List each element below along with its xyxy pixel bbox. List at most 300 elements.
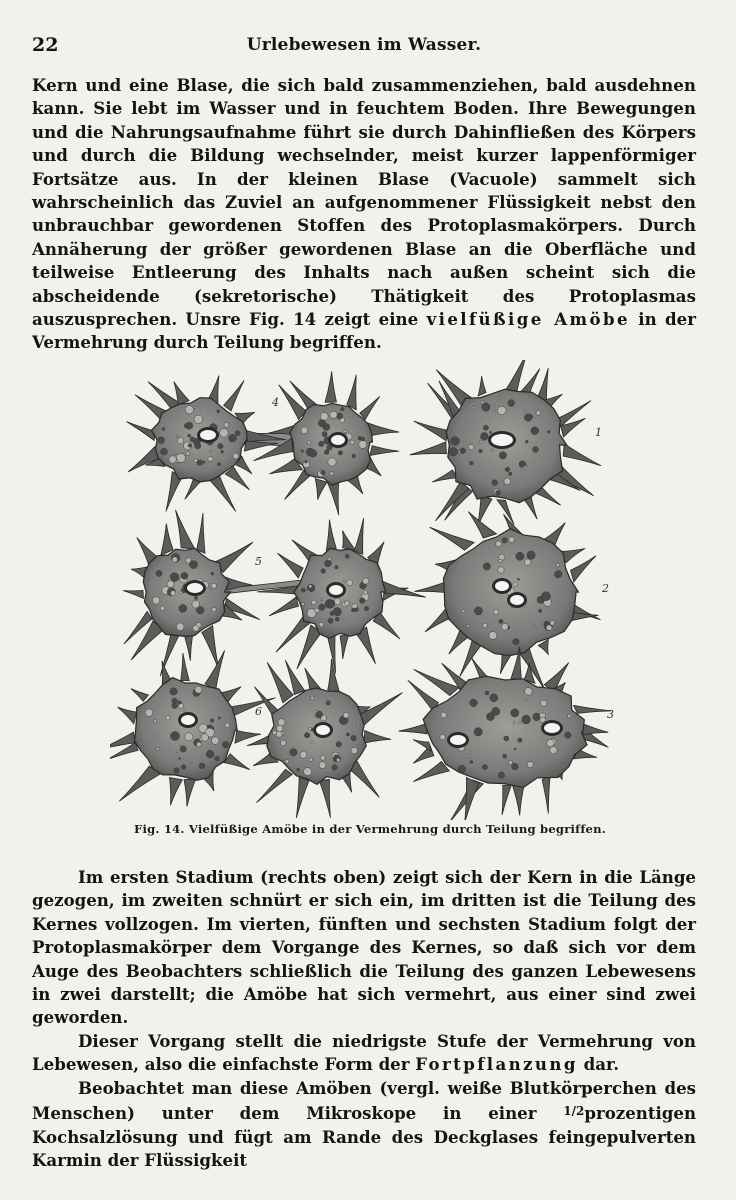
granule (541, 700, 547, 706)
cell-body (135, 678, 238, 781)
granule (280, 740, 286, 746)
pseudopod (184, 635, 192, 660)
granule (470, 761, 473, 764)
granule (328, 458, 336, 466)
granule (334, 598, 341, 605)
granule (343, 712, 349, 718)
granule (181, 572, 188, 579)
granule (218, 717, 220, 719)
granule (531, 427, 539, 435)
granule (509, 472, 512, 475)
granule (519, 461, 526, 468)
granule (179, 704, 184, 709)
granule (305, 461, 308, 464)
granule (336, 742, 342, 748)
granule (278, 719, 285, 726)
granule (493, 409, 496, 412)
pseudopod (563, 444, 601, 466)
granule (211, 583, 216, 588)
pseudopod (169, 777, 182, 805)
granule (170, 688, 177, 695)
granule (524, 411, 526, 413)
granule (498, 567, 504, 573)
granule (526, 440, 529, 443)
granule (301, 427, 308, 434)
granule (320, 413, 328, 421)
granule (501, 623, 508, 630)
granule (513, 582, 518, 587)
granule (547, 431, 550, 434)
granule (324, 450, 329, 455)
granule (145, 709, 153, 717)
granule (525, 688, 533, 696)
granule (172, 698, 178, 704)
granule (547, 739, 554, 746)
nucleus (181, 715, 195, 725)
pseudopod (574, 705, 612, 713)
granule (276, 725, 283, 732)
granule (206, 750, 214, 758)
granule (177, 438, 183, 444)
granule (343, 580, 345, 582)
pseudopod (413, 740, 431, 752)
paragraph-reproduction (32, 1030, 696, 1077)
granule (479, 449, 483, 453)
granule (556, 563, 560, 567)
granule (156, 570, 162, 576)
pseudopod (343, 531, 357, 551)
paragraph-text: prozentigen Kochsalzlösung und fügt am Rande des Deckglases feingepulverten Karmin der Flüssigkeit (32, 1103, 697, 1171)
granule (184, 710, 186, 712)
granule (195, 443, 201, 449)
stage-label-4: 4 (272, 396, 279, 409)
granule (468, 755, 471, 758)
granule (160, 606, 165, 611)
granule (524, 414, 532, 422)
granule (276, 731, 282, 737)
granule (179, 604, 187, 612)
amoeba-stage-4-left (126, 376, 286, 512)
granule (181, 765, 186, 770)
figure-caption: Fig. 14. Vielfüßige Amöbe in der Vermehrung durch Teilung begriffen. (134, 822, 606, 836)
pseudopod (430, 527, 474, 550)
pseudopod (360, 396, 380, 419)
granule (328, 601, 335, 608)
pseudopod (542, 775, 550, 814)
granule (353, 723, 356, 726)
figure-14-amoeba-division (110, 360, 630, 820)
granule (320, 599, 322, 601)
granule (309, 450, 317, 458)
granule (504, 736, 509, 741)
paragraph-amoeba-description (32, 74, 696, 355)
nucleus (510, 595, 524, 605)
paragraph-division-stages: Im ersten Stadium (rechts oben) zeigt sich der Kern in die Länge gezogen, im zweiten schnürt er sich ein, im dritten ist die Teilung des Kernes vollzogen. Im vierten, fünften und sechsten Stadium folgt der Protoplasmakörper dem Vorgange des Kernes, so daß sich vor dem Auge des Beobachters schließlich die Teilung des ganzen Lebewesens in zwei darstellt; die Amöbe hat sich vermehrt, aus einer sind zwei geworden. (32, 867, 696, 1028)
granule (304, 768, 312, 776)
granule (483, 563, 490, 570)
granule (565, 732, 571, 738)
pseudopod (224, 754, 250, 770)
granule (311, 741, 314, 744)
granule (194, 459, 198, 463)
emphasis-text: Fortpflanzung (415, 1054, 578, 1075)
granule (301, 450, 303, 452)
granule (319, 762, 326, 769)
granule (170, 573, 179, 582)
granule (509, 761, 513, 765)
pseudopod (414, 421, 448, 441)
granule (451, 437, 460, 446)
granule (449, 448, 457, 456)
granule (493, 405, 495, 407)
granule (185, 406, 193, 414)
granule (180, 746, 186, 752)
pseudopod (296, 777, 309, 817)
granule (352, 454, 356, 458)
granule (498, 406, 507, 415)
granule (540, 717, 546, 723)
granule (179, 757, 181, 759)
pseudopod (131, 689, 149, 702)
granule (176, 751, 178, 753)
granule (458, 765, 466, 773)
granule (302, 603, 305, 606)
granule (328, 618, 333, 623)
paragraph-text: in der Vermehrung durch Teilung begriffen. (32, 309, 697, 353)
granule (509, 537, 515, 543)
pseudopod (399, 723, 428, 734)
granule (490, 694, 498, 702)
pseudopod (327, 482, 338, 515)
granule (527, 762, 533, 768)
granule (194, 596, 197, 599)
granule (479, 441, 482, 444)
granule (215, 756, 220, 761)
pseudopod (257, 769, 293, 802)
granule (333, 608, 341, 616)
granule (321, 569, 326, 574)
granule (167, 581, 174, 588)
granule (195, 686, 202, 693)
granule (186, 452, 190, 456)
granule (347, 580, 353, 586)
nucleus (495, 581, 509, 591)
granule (310, 696, 314, 700)
granule (176, 435, 178, 437)
granule (290, 749, 297, 756)
granule (218, 443, 223, 448)
granule (341, 407, 345, 411)
granule (185, 733, 193, 741)
nucleus (200, 430, 216, 440)
granule (328, 557, 331, 560)
stage-label-6: 6 (255, 705, 262, 718)
granule (273, 731, 277, 735)
amoeba-stage-6-right (247, 659, 402, 818)
granule (351, 608, 355, 612)
granule (539, 609, 542, 612)
pseudopod (571, 556, 596, 582)
pseudopod (269, 597, 298, 616)
pseudopod (465, 778, 479, 820)
pseudopod (432, 470, 457, 482)
granule (360, 598, 366, 604)
granule (319, 622, 324, 627)
granule (542, 592, 551, 601)
granule (281, 732, 284, 735)
granule (361, 437, 364, 440)
granule (297, 768, 300, 771)
granule (533, 625, 535, 627)
fraction-one-half: 1/2 (563, 1104, 585, 1119)
granule (166, 716, 171, 721)
pseudopod (185, 480, 202, 500)
granule (224, 423, 229, 428)
granule (518, 738, 522, 742)
granule (211, 572, 214, 575)
granule (470, 461, 474, 465)
page-header (32, 30, 696, 60)
granule (467, 625, 470, 628)
granule (555, 571, 562, 578)
granule (209, 588, 211, 590)
granule (199, 763, 205, 769)
emphasis-text: vielfüßige Amöbe (426, 309, 630, 330)
granule (212, 607, 216, 611)
pseudopod (197, 513, 205, 553)
granule (229, 434, 237, 442)
granule (524, 698, 527, 701)
paragraph-text: Dieser Vorgang stellt die niedrigste Stufe der Vermehrung von Lebewesen, also die einfachste Form der (32, 1031, 696, 1075)
nucleus (187, 583, 203, 593)
nucleus (491, 434, 513, 446)
pseudopod (414, 582, 446, 593)
granule (158, 437, 165, 444)
granule (359, 441, 367, 449)
pseudopod (123, 590, 143, 598)
granule (208, 456, 213, 461)
granule (493, 609, 498, 614)
pseudopod (161, 524, 173, 556)
granule (513, 721, 515, 723)
granule (462, 610, 465, 613)
granule (474, 607, 482, 615)
stage-label-3: 3 (607, 708, 614, 721)
granule (491, 449, 494, 452)
granule (499, 397, 501, 399)
granule (326, 701, 330, 705)
granule (285, 759, 289, 763)
granule (546, 625, 552, 631)
stage-label-2: 2 (602, 582, 609, 595)
granule (363, 578, 369, 584)
granule (567, 714, 571, 718)
granule (321, 470, 325, 474)
granule (550, 747, 557, 754)
granule (516, 552, 524, 560)
pseudopod (279, 385, 306, 420)
granule (193, 559, 195, 561)
granule (193, 625, 199, 631)
granule (441, 712, 447, 718)
granule (483, 425, 488, 430)
granule (325, 560, 332, 567)
granule (505, 467, 510, 472)
pseudopod (370, 446, 399, 456)
granule (514, 748, 516, 750)
granule (176, 623, 184, 631)
granule (197, 460, 203, 466)
granule (154, 734, 156, 736)
nucleus (316, 725, 330, 735)
granule (332, 765, 338, 771)
stage-label-5: 5 (255, 555, 262, 568)
granule (364, 606, 368, 610)
granule (194, 415, 203, 424)
pseudopod (326, 520, 336, 551)
granule (522, 715, 531, 724)
granule (527, 551, 535, 559)
granule (335, 565, 339, 569)
granule (220, 429, 229, 438)
granule (472, 406, 475, 409)
granule (315, 608, 319, 612)
granule (319, 441, 324, 446)
granule (190, 437, 195, 442)
amoeba-stage-1 (410, 360, 601, 527)
granule (210, 450, 212, 452)
granule (211, 737, 219, 745)
granule (203, 461, 205, 463)
granule (351, 747, 358, 754)
pseudopod (347, 375, 357, 410)
granule (363, 590, 367, 594)
nucleus (450, 735, 466, 745)
granule (172, 557, 177, 562)
pseudopod (315, 479, 327, 500)
granule (210, 719, 214, 723)
granule (460, 448, 466, 454)
granule (518, 578, 520, 580)
granule (190, 763, 192, 765)
granule (344, 430, 347, 433)
pseudopod (184, 779, 196, 807)
granule (322, 432, 327, 437)
granule (498, 559, 502, 563)
granule (201, 734, 208, 741)
granule (161, 448, 168, 455)
granule (222, 741, 229, 748)
granule (350, 440, 354, 444)
granule (335, 617, 339, 621)
granule (495, 490, 500, 495)
pseudopod (176, 510, 195, 549)
granule (489, 431, 491, 433)
granule (205, 593, 208, 596)
pseudopod (497, 500, 514, 525)
granule (174, 768, 180, 774)
granule (221, 450, 224, 453)
granule (307, 441, 311, 445)
running-head: Urlebewesen im Wasser. (246, 35, 482, 55)
granule (312, 600, 317, 605)
granule (194, 406, 196, 408)
granule (489, 632, 497, 640)
pseudopod (277, 553, 303, 578)
paragraph-text: Kern und eine Blase, die sich bald zusammenziehen, bald ausdehnen kann. Sie lebt im Wasser und in feuchtem Boden. Ihre Bewegungen und die Nahrungsaufnahme führt sie durch Dahinfließen des Körpers und durch die Bildung wechselnder, meist kurzer lappenförmiger Fortsätze aus. In der kleinen Blase (Vacuole) sammelt sich wahrscheinlich das Zuviel an aufgenommener Flüssigkeit nebst den unbrauchbar gewordenen Stoffen des Protoplasmakörpers. Durch Annäherung der größer gewordenen Blase an die Oberfläche und teilweise Entleerung des Inhalts nach außen scheint sich die abscheidende (sekretorische) Thätigkeit des Protoplasmas auszusprechen. Unsre Fig. 14 zeigt eine (32, 75, 696, 330)
granule (153, 597, 160, 604)
granule (309, 758, 313, 762)
granule (338, 451, 342, 455)
granule (508, 400, 515, 407)
amoeba-stage-3 (399, 646, 612, 820)
granule (533, 713, 541, 721)
granule (235, 431, 240, 436)
granule (189, 560, 197, 568)
pseudopod (181, 653, 189, 680)
granule (186, 422, 193, 429)
granule (519, 721, 521, 723)
granule (156, 747, 159, 750)
granule (513, 638, 520, 645)
granule (320, 755, 325, 760)
pseudopod (478, 376, 486, 396)
granule (536, 411, 541, 416)
pseudopod (354, 518, 363, 554)
granule (469, 445, 474, 450)
pseudopod (368, 423, 400, 436)
pseudopod (119, 766, 160, 801)
granule (504, 478, 511, 485)
granule (300, 751, 307, 758)
granule (496, 541, 502, 547)
granule (440, 735, 445, 740)
pseudopod (340, 635, 349, 659)
granule (319, 604, 325, 610)
page-number: 22 (32, 34, 59, 56)
pseudopod (502, 785, 511, 815)
pseudopod (349, 761, 379, 798)
granule (351, 735, 356, 740)
granule (512, 763, 519, 770)
granule (309, 585, 312, 588)
granule (482, 403, 490, 411)
granule (330, 411, 337, 418)
pseudopod (118, 707, 137, 724)
granule (188, 434, 191, 437)
granule (323, 424, 330, 431)
pseudopod (209, 476, 236, 511)
granule (177, 453, 186, 462)
granule (492, 480, 498, 486)
granule (225, 723, 230, 728)
pseudopod (435, 481, 468, 521)
pseudopod (506, 360, 528, 391)
pseudopod (305, 668, 321, 690)
granule (337, 413, 343, 419)
granule (474, 728, 482, 736)
granule (492, 707, 500, 715)
pseudopod (513, 783, 525, 815)
granule (192, 601, 200, 609)
nucleus (544, 723, 560, 733)
paragraph-text: dar. (583, 1054, 619, 1075)
paragraph-text: Beobachtet man diese Amöben (vergl. weiße Blutkörperchen des Menschen) unter dem Mikroskope in einer (32, 1078, 696, 1124)
pseudopod (364, 730, 391, 743)
pseudopod (521, 369, 540, 395)
granule (550, 621, 555, 626)
granule (485, 691, 489, 695)
